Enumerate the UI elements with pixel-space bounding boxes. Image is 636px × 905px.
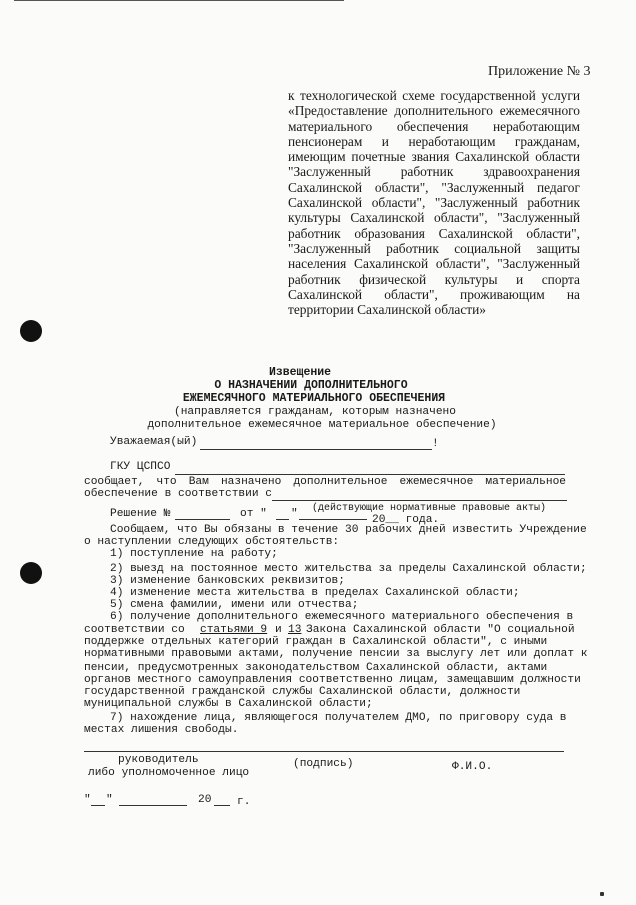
notice-title-line3: ЕЖЕМЕСЯЧНОГО МАТЕРИАЛЬНОГО ОБЕСПЕЧЕНИЯ bbox=[182, 392, 446, 405]
punch-hole-top bbox=[20, 320, 42, 342]
header-line: населения Сахалинской области", "Заслуженный bbox=[288, 256, 580, 272]
salutation-exclaim: ! bbox=[432, 438, 439, 450]
circumstance-item-3: 3) изменение банковских реквизитов; bbox=[110, 575, 345, 587]
decision-label: Решение № bbox=[110, 508, 171, 520]
header-line: Сахалинской области", "Заслуженный педагог bbox=[288, 179, 580, 195]
acts-field bbox=[272, 500, 567, 501]
acts-caption: (действующие нормативные правовые акты) bbox=[312, 503, 547, 514]
decision-year: 20__ года. bbox=[372, 514, 440, 526]
decision-day-quote: " bbox=[291, 508, 298, 520]
item6-law-title: Закона Сахалинской области "О социальной bbox=[306, 624, 575, 636]
circumstance-item-4: 4) изменение места жительства в пределах Сахалинской области; bbox=[110, 587, 520, 599]
header-line: работник физической культуры и спорта bbox=[288, 271, 580, 287]
item6-and: и bbox=[275, 624, 282, 636]
recipient-name-field bbox=[200, 449, 432, 450]
header-line: Сахалинской области", проживающим на bbox=[288, 286, 580, 302]
scan-speck bbox=[600, 892, 604, 896]
notice-title-line2: О НАЗНАЧЕНИИ ДОПОЛНИТЕЛЬНОГО bbox=[214, 379, 408, 392]
date-suffix: г. bbox=[237, 796, 251, 808]
notice-subtitle: (направляется гражданам, которым назначено bbox=[174, 406, 456, 418]
header-line: культуры Сахалинской области", "Заслуженный bbox=[288, 210, 580, 226]
circumstance-item-7-cont: местах лишения свободы. bbox=[84, 724, 239, 736]
institution-label: ГКУ ЦСПСО bbox=[110, 461, 171, 473]
circumstance-item-7: 7) нахождение лица, являющегося получателем ДМО, по приговору суда в bbox=[110, 712, 567, 724]
item6-article-13-link: 13 bbox=[288, 624, 302, 636]
item6-prefix: соответствии со bbox=[84, 624, 185, 636]
notice-subtitle-line2: дополнительное ежемесячное материальное обеспечение) bbox=[147, 419, 497, 431]
notice-title: Извещение bbox=[268, 366, 332, 379]
approval-header-block bbox=[288, 88, 580, 317]
signatory-position: руководитель bbox=[118, 754, 199, 766]
appendix-number: Приложение № 3 bbox=[488, 64, 591, 79]
signature-rule bbox=[84, 751, 564, 752]
date-year-prefix: 20 bbox=[198, 794, 212, 806]
circumstance-item-2: 2) выезд на постоянное место жительства за пределы Сахалинской области; bbox=[110, 563, 587, 575]
header-line: территории Сахалинской области» bbox=[288, 302, 487, 318]
notice-line1: сообщает, что Вам назначено дополнительное ежемесячное материальное bbox=[84, 476, 566, 488]
item6-line-6: муниципальной службы в Сахалинской области; bbox=[84, 698, 373, 710]
header-line: Сахалинской области", "Заслуженный работник bbox=[288, 195, 580, 211]
fio-caption: Ф.И.О. bbox=[452, 761, 493, 773]
header-line: пенсионерам и неработающим гражданам, bbox=[288, 133, 580, 149]
signatory-position-line2: либо уполномоченное лицо bbox=[88, 767, 250, 779]
salutation-label: Уважаемая(ый) bbox=[110, 436, 198, 448]
circumstance-item-1: 1) поступление на работу; bbox=[110, 548, 278, 560]
inform-line2: о наступлении следующих обстоятельств: bbox=[84, 536, 340, 548]
item6-line-1: поддержке отдельных категорий граждан в Сахалинской области", с иными bbox=[84, 636, 548, 648]
date-quote-close: " bbox=[106, 794, 113, 806]
item6-line-5: государственной гражданской службы Сахалинской области, должности bbox=[84, 686, 521, 698]
header-line: к технологической схеме государственной услуги bbox=[288, 88, 580, 103]
date-day-field bbox=[91, 805, 105, 806]
date-month-field bbox=[119, 805, 187, 806]
item6-line-3: пенсии, предусмотренных законодательством Сахалинской области, актами bbox=[84, 662, 548, 674]
item6-line-4: органов местного самоуправления соответственно лицам, замещавшим должности bbox=[84, 674, 581, 686]
decision-month-field bbox=[299, 519, 367, 520]
institution-field bbox=[175, 474, 565, 475]
item6-articles-link: статьями 9 bbox=[200, 624, 268, 636]
header-line: работник образования Сахалинской области", bbox=[288, 225, 580, 241]
decision-from-label: от " bbox=[240, 508, 267, 520]
notice-line2: обеспечение в соответствии с bbox=[84, 488, 272, 500]
circumstance-item-5: 5) смена фамилии, имени или отчества; bbox=[110, 599, 359, 611]
decision-number-field bbox=[175, 519, 230, 520]
scan-top-rule bbox=[14, 0, 344, 1]
punch-hole-bottom bbox=[20, 562, 42, 584]
signature-caption: (подпись) bbox=[293, 758, 354, 770]
header-line: имеющим почетные звания Сахалинской области bbox=[288, 149, 580, 165]
header-line: материального обеспечения неработающим bbox=[288, 118, 580, 134]
header-line: "Заслуженный работник социальной защиты bbox=[288, 240, 580, 256]
item6-line-2: нормативными правовыми актами, получение пенсии за выслугу лет или доплат к bbox=[84, 648, 588, 660]
date-quote-open: " bbox=[84, 794, 91, 806]
circumstance-item-6: 6) получение дополнительного ежемесячного материального обеспечения в bbox=[110, 611, 574, 623]
inform-line1: Сообщаем, что Вы обязаны в течение 30 рабочих дней известить Учреждение bbox=[110, 524, 587, 536]
decision-day-field bbox=[276, 519, 289, 520]
header-line: «Предоставление дополнительного ежемесячного bbox=[288, 103, 580, 119]
date-year-field bbox=[214, 805, 230, 806]
header-line: "Заслуженный работник здравоохранения bbox=[288, 164, 580, 180]
